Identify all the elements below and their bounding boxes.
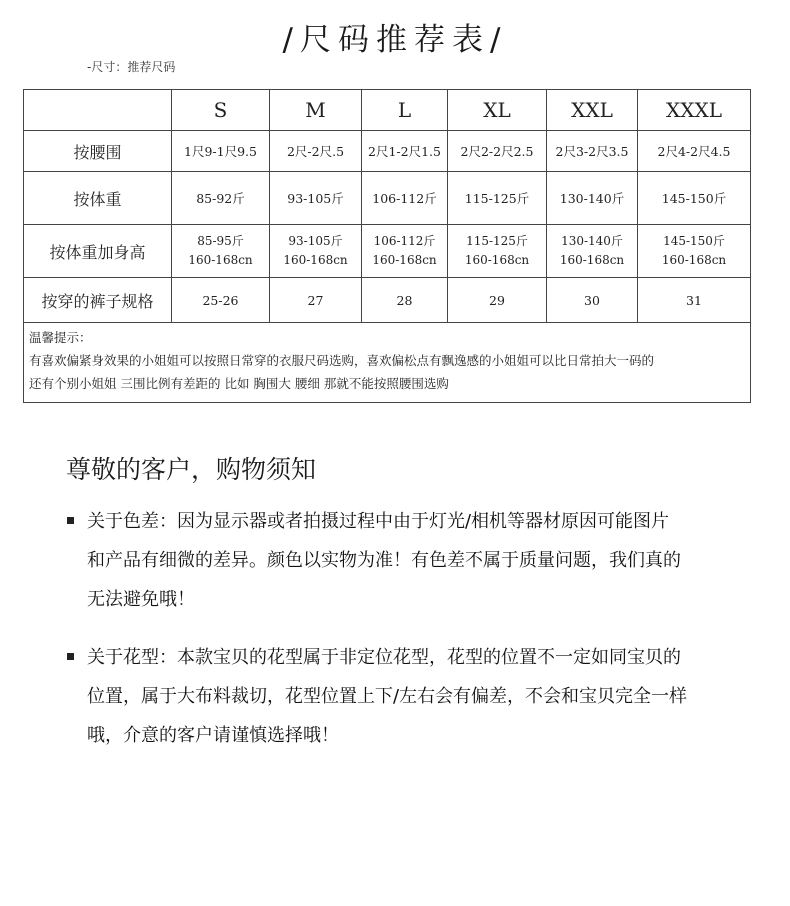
row-label-weight: 按体重 — [24, 172, 172, 225]
notice-item-pattern — [67, 638, 767, 755]
table-cell: 130-140斤 — [547, 172, 638, 225]
table-cell — [547, 225, 638, 278]
table-cell: 28 — [362, 278, 448, 323]
notice-title: 尊敬的客户，购物须知 — [66, 455, 317, 484]
table-cell — [448, 225, 547, 278]
table-cell: 1尺9-1尺9.5 — [172, 131, 270, 172]
height-value: 160-168cn — [188, 253, 253, 267]
table-cell: 29 — [448, 278, 547, 323]
table-cell: 2尺4-2尺4.5 — [638, 131, 751, 172]
notice-line: 和产品有细微的差异。颜色以实物为准！有色差不属于质量问题，我们真的 — [87, 550, 681, 571]
table-cell — [270, 225, 362, 278]
notice-item-color-difference — [67, 502, 767, 619]
table-cell: 85-92斤 — [172, 172, 270, 225]
table-cell: 30 — [547, 278, 638, 323]
bullet-square-icon — [67, 517, 74, 524]
row-label-waist: 按腰围 — [24, 131, 172, 172]
table-cell: 25-26 — [172, 278, 270, 323]
header-empty-cell — [24, 90, 172, 131]
size-header: XXXL — [638, 90, 751, 131]
height-value: 160-168cn — [559, 253, 625, 267]
table-cell: 145-150斤 — [638, 172, 751, 225]
table-header-row — [24, 90, 751, 131]
notice-line: 关于色差：因为显示器或者拍摄过程中由于灯光/相机等器材原因可能图片 — [87, 511, 670, 532]
weight-value: 85-95斤 — [197, 234, 244, 248]
height-value: 160-168cn — [372, 253, 437, 267]
row-label-pants-size: 按穿的裤子规格 — [24, 278, 172, 323]
notice-line: 位置，属于大布料裁切，花型位置上下/左右会有偏差，不会和宝贝完全一样 — [87, 686, 688, 707]
table-cell: 2尺2-2尺2.5 — [448, 131, 547, 172]
tips-line: 还有个别小姐姐 三围比例有差距的 比如 胸围大 腰细 那就不能按照腰围选购 — [29, 376, 449, 391]
table-row — [24, 278, 751, 323]
weight-value: 130-140斤 — [561, 234, 623, 248]
table-cell: 31 — [638, 278, 751, 323]
notice-line: 关于花型：本款宝贝的花型属于非定位花型，花型的位置不一定如同宝贝的 — [87, 647, 681, 668]
height-value: 160-168cn — [283, 253, 348, 267]
bullet-square-icon — [67, 653, 74, 660]
page-title: /尺码推荐表/ — [282, 22, 508, 58]
weight-value: 145-150斤 — [663, 234, 725, 248]
table-cell: 2尺-2尺.5 — [270, 131, 362, 172]
size-header: XXL — [547, 90, 638, 131]
notice-item-text — [67, 638, 767, 755]
table-cell — [638, 225, 751, 278]
size-header: L — [362, 90, 448, 131]
table-row — [24, 225, 751, 278]
weight-value: 106-112斤 — [373, 234, 436, 248]
size-header: S — [172, 90, 270, 131]
table-cell: 27 — [270, 278, 362, 323]
table-cell: 2尺3-2尺3.5 — [547, 131, 638, 172]
weight-value: 93-105斤 — [288, 234, 343, 248]
table-row — [24, 172, 751, 225]
tips-heading: 温馨提示： — [29, 330, 92, 345]
notice-item-text — [67, 502, 767, 619]
row-label-weight-height: 按体重加身高 — [24, 225, 172, 278]
tips-cell — [24, 323, 751, 403]
size-chart-table — [23, 89, 751, 403]
subtitle: -尺寸：推荐尺码 — [87, 60, 176, 74]
size-header: XL — [448, 90, 547, 131]
table-row — [24, 131, 751, 172]
weight-value: 115-125斤 — [466, 234, 528, 248]
size-header: M — [270, 90, 362, 131]
table-cell — [362, 225, 448, 278]
notice-line: 哦，介意的客户请谨慎选择哦！ — [87, 725, 339, 746]
tips-line: 有喜欢偏紧身效果的小姐姐可以按照日常穿的衣服尺码选购，喜欢偏松点有飘逸感的小姐姐可以比日常拍大一码的 — [29, 353, 655, 368]
table-cell: 2尺1-2尺1.5 — [362, 131, 448, 172]
table-cell: 115-125斤 — [448, 172, 547, 225]
notice-line: 无法避免哦！ — [87, 589, 195, 610]
table-cell: 93-105斤 — [270, 172, 362, 225]
height-value: 160-168cn — [661, 253, 727, 267]
height-value: 160-168cn — [464, 253, 530, 267]
table-cell: 106-112斤 — [362, 172, 448, 225]
table-cell — [172, 225, 270, 278]
tips-row — [24, 323, 751, 403]
